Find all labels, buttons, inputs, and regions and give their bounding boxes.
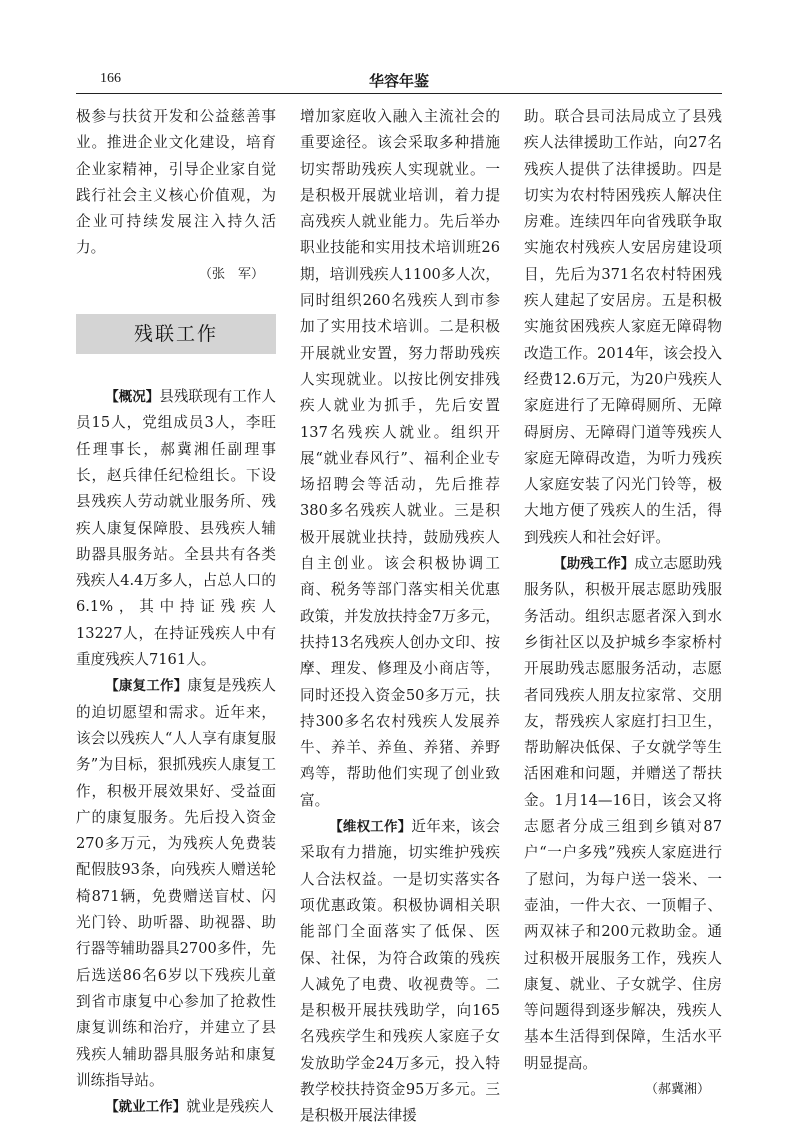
rehab-text: 康复是残疾人的迫切愿望和需求。近年来，该会以残疾人“人人享有康复服务”为目标，狠抓残疾人康复工作，积极开展效果好、受益面广的康复服务。先后投入资金270多万元，为残疾人免费装配假肢93条，向残疾人赠送轮椅871辆，免费赠送盲杖、闪光门铃、助听器、助视器、助行器等辅助器具2700多件，先后选送86名6岁以下残疾儿童到省市康复中心参加了抢救性康复训练和治疗，并建立了县残疾人辅助器具服务站和康复训练指导站。 [76, 677, 276, 1089]
employment-tag: 【就业工作】 [105, 1099, 187, 1116]
help-text: 成立志愿助残服务队，积极开展志愿助残服务活动。组织志愿者深入到水乡街社区以及护城乡李家桥村开展助残志愿服务活动，志愿者同残疾人朋友拉家常、交朋友，帮残疾人家庭打扫卫生，帮助解决低保、子女就学等生活困难和问题，并赠送了帮扶金。1月14—16日，该会又将志愿者分成三组到乡镇对87户“一户多残”残疾人家庭进行了慰问，为每户送一袋米、一壶油，一件大衣、一顶帽子、两双袜子和200元救助金。通过积极开展服务工作，残疾人康复、就业、子女就学、住房等问题得到逐步解决，残疾人基本生活得到保障，生活水平明显提高。 [524, 555, 722, 1072]
paragraph-intro-continued: 极参与扶贫开发和公益慈善事业。推进企业文化建设，培育企业家精神，引导企业家自觉践行社会主义核心价值观，为企业可持续发展注入持久活力。 [76, 108, 276, 257]
section-heading [76, 314, 276, 354]
employment-text: 就业是残疾人 [186, 1098, 274, 1116]
page-header [76, 66, 722, 96]
paragraph-employment [76, 1094, 276, 1120]
paragraph-rights-continued: 助。联合县司法局成立了县残疾人法律援助工作站，向27名残疾人提供了法律援助。四是切实为农村特困残疾人解决住房难。连续四年向省残联争取实施农村残疾人安居房建设项目，先后为371名农村特困残疾人建起了安居房。五是积极实施贫困残疾人家庭无障碍物改造工作。2014年，该会投入经费12.6万元，为20户残疾人家庭进行了无障碍厕所、无障碍厨房、无障碍门道等残疾人家庭无障碍改造，为听力残疾人家庭安装了闪光门铃等，极大地方便了残疾人的生活，得到残疾人和社会好评。 [524, 108, 722, 546]
overview-text: 县残联现有工作人员15人，党组成员3人，李旺任理事长，郝冀湘任副理事长，赵兵律任纪检组长。下设县残疾人劳动就业服务所、残疾人康复保障股、县残疾人辅助器具服务站。全县共有各类残疾人4.4万多人，占总人口的6.1%，其中持证残疾人13227人，在持证残疾人中有重度残疾人7161人。 [76, 388, 276, 669]
section-title: 残联工作 [133, 322, 218, 345]
author-signature: （张 军） [198, 266, 264, 282]
page-number: 166 [100, 71, 121, 86]
paragraph-employment-continued: 增加家庭收入融入主流社会的重要途径。该会采取多种措施切实帮助残疾人实现就业。一是积极开展就业培训，着力提高残疾人就业能力。先后举办职业技能和实用技术培训班26期，培训残疾人1100多人次，同时组织260名残疾人到市参加了实用技术培训。二是积极开展就业安置，努力帮助残疾人实现就业。以按比例安排残疾人就业为抓手，先后安置137名残疾人就业。组织开展“就业春风行”、福利企业专场招聘会等活动，先后推荐380多名残疾人就业。三是积极开展就业扶持，鼓励残疾人自主创业。该会积极协调工商、税务等部门落实相关优惠政策，并发放扶持金7万多元，扶持13名残疾人创办文印、按摩、理发、修理及小商店等，同时还投入资金50多万元，扶持300多名农村残疾人发展养牛、养羊、养鱼、养猪、养野鸡等，帮助他们实现了创业致富。 [300, 108, 500, 809]
overview-tag: 【概况】 [105, 389, 160, 406]
column-1 [76, 104, 276, 1120]
header-rule [76, 93, 722, 94]
paragraph-help [524, 551, 722, 1077]
rights-tag: 【维权工作】 [329, 819, 412, 836]
running-title: 华容年鉴 [368, 72, 429, 90]
rights-text: 近年来，该会采取有力措施，切实维护残疾人合法权益。一是切实落实各项优惠政策。积极协调相关职能部门全面落实了低保、医保、社保，为符合政策的残疾人减免了电费、收视费等。二是积极开展扶残助学，向165名残疾学生和残疾人家庭子女发放助学金24万多元，投入特教学校扶持资金95万多元。三是积极开展法律援 [300, 818, 500, 1125]
column-3 [524, 104, 722, 1103]
paragraph-rights [300, 814, 500, 1130]
paragraph-overview [76, 384, 276, 673]
column-2 [300, 104, 500, 1130]
help-tag: 【助残工作】 [553, 556, 635, 573]
paragraph-rehab [76, 673, 276, 1094]
rehab-tag: 【康复工作】 [105, 678, 188, 695]
author-signature: （郝冀湘） [644, 1081, 710, 1097]
